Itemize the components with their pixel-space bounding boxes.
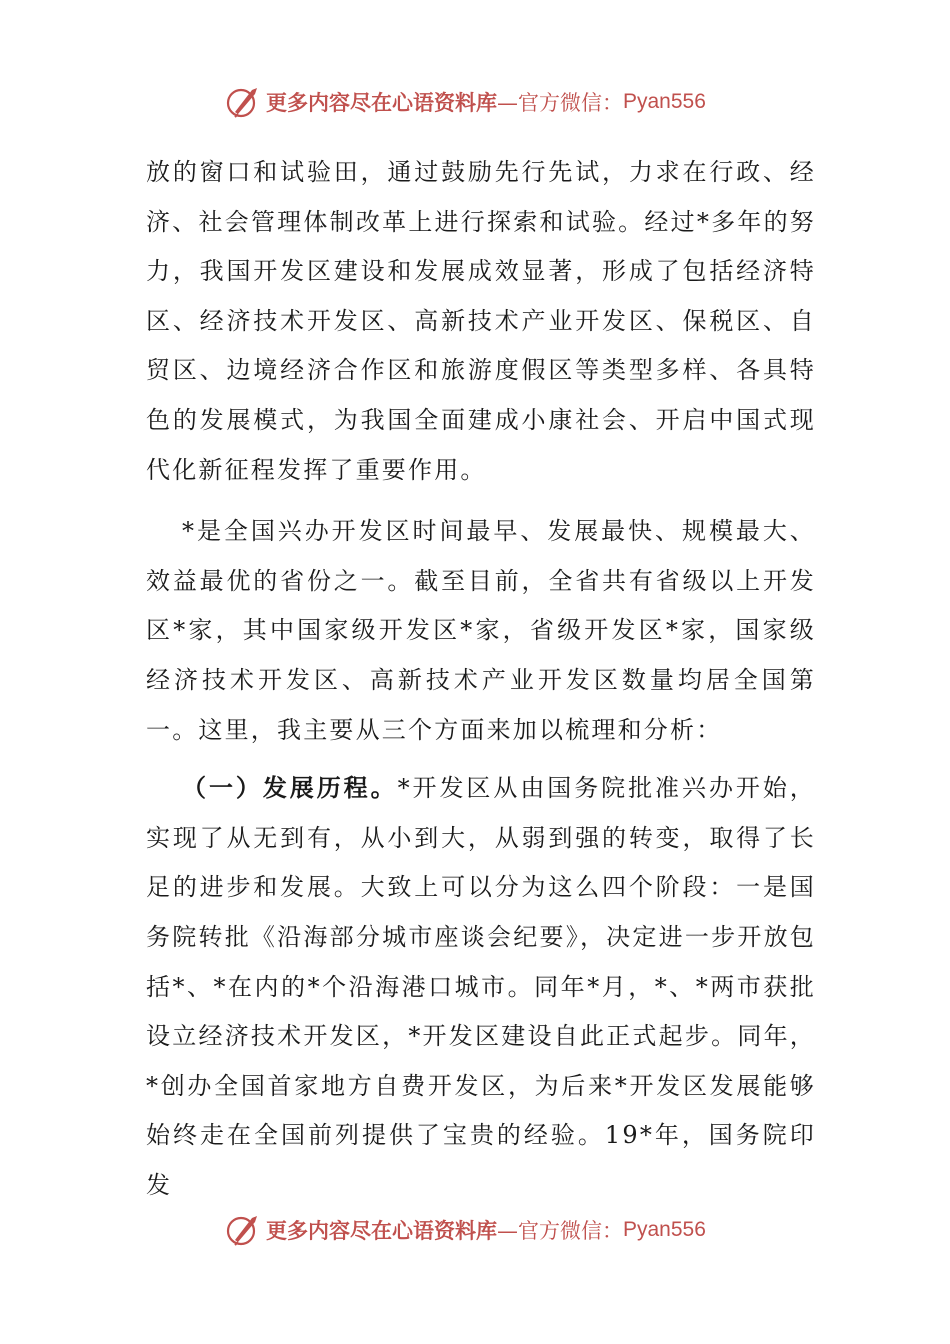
watermark-handle: Pyan556 bbox=[623, 1218, 706, 1241]
paragraph-1: 放的窗口和试验田，通过鼓励先行先试，力求在行政、经济、社会管理体制改革上进行探索和试验。经过*多年的努力，我国开发区建设和发展成效显著，形成了包括经济特区、经济技术开发区、高新技术产业开发区、保税区、自贸区、边境经济合作区和旅游度假区等类型多样、各具特色的发展模式，为我国全面建成小康社会、开启中国式现代化新征程发挥了重要作用。 bbox=[146, 158, 816, 484]
watermark-prefix: 更多内容尽在心语资料库 bbox=[266, 1219, 497, 1243]
footer-watermark bbox=[226, 1210, 706, 1250]
header-watermark bbox=[226, 82, 706, 122]
paragraph-2: *是全国兴办开发区时间最早、发展最快、规模最大、效益最优的省份之一。截至目前，全省共有省级以上开发区*家，其中国家级开发区*家，省级开发区*家，国家级经济技术开发区、高新技术产业开发区数量均居全国第一。这里，我主要从三个方面来加以梳理和分析： bbox=[146, 517, 816, 744]
paragraph-3 bbox=[146, 764, 816, 1210]
watermark-suffix: —官方微信： bbox=[497, 91, 623, 115]
section-heading-development-history: （一）发展历程。 bbox=[182, 774, 398, 803]
watermark-prefix: 更多内容尽在心语资料库 bbox=[266, 91, 497, 115]
quill-pen-logo-icon bbox=[226, 1212, 262, 1248]
document-body bbox=[146, 148, 816, 1210]
watermark-handle: Pyan556 bbox=[623, 90, 706, 113]
paragraph-3-text: *开发区从由国务院批准兴办开始，实现了从无到有，从小到大，从弱到强的转变，取得了长足的进步和发展。大致上可以分为这么四个阶段：一是国务院转批《沿海部分城市座谈会纪要》，决定进一步开放包括*、*在内的*个沿海港口城市。同年*月，*、*两市获批设立经济技术开发区，*开发区建设自此正式起步。同年，*创办全国首家地方自费开发区，为后来*开发区发展能够始终走在全国前列提供了宝贵的经验。19*年，国务院印发 bbox=[146, 774, 816, 1199]
quill-pen-logo-icon bbox=[226, 84, 262, 120]
watermark-suffix: —官方微信： bbox=[497, 1219, 623, 1243]
